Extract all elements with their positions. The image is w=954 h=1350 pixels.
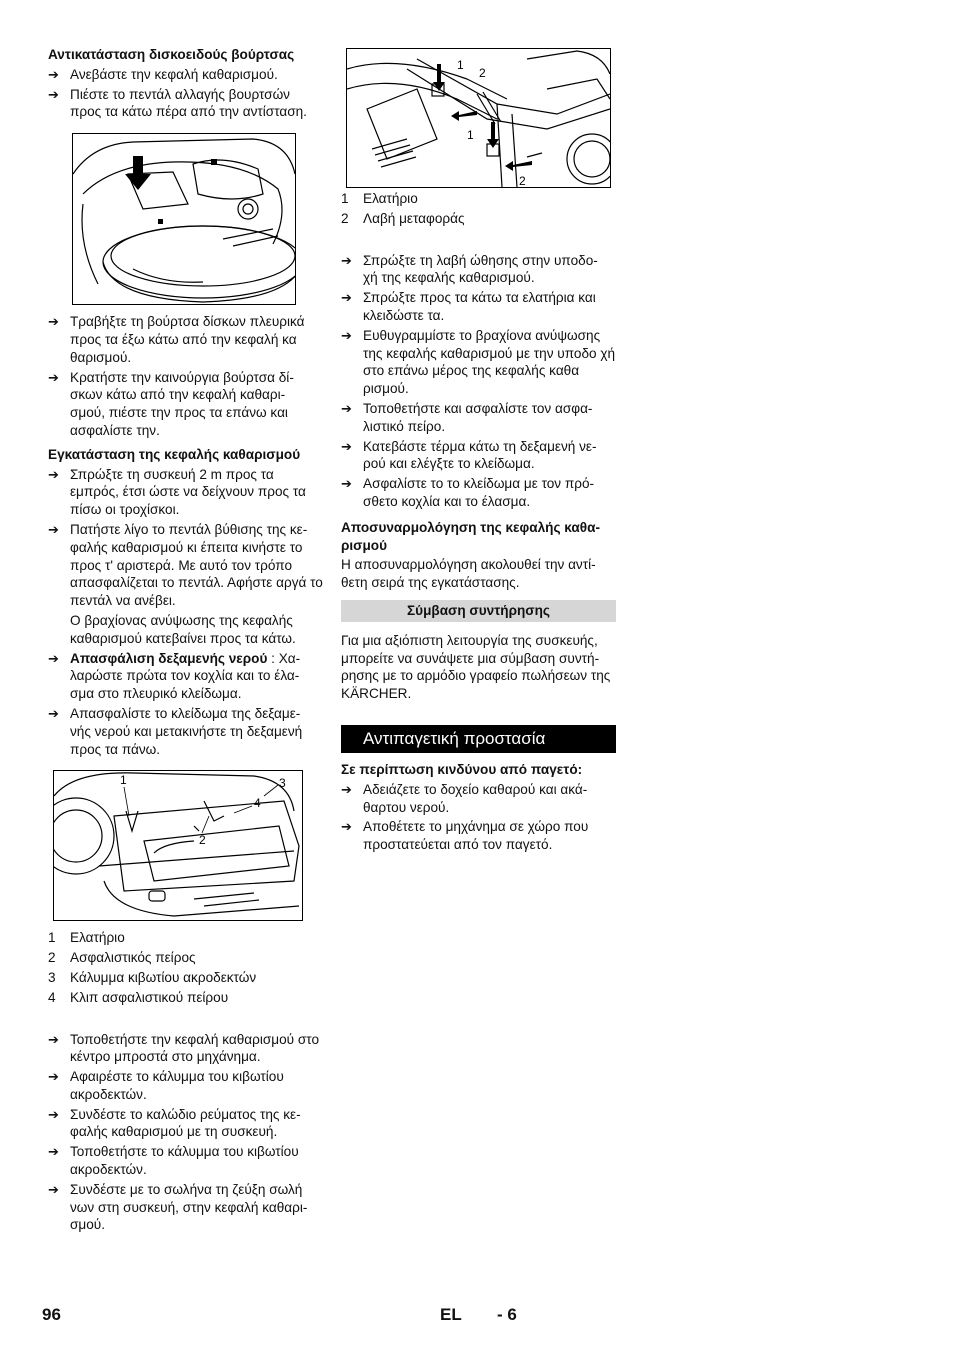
legend-springs-handle — [341, 190, 616, 228]
arrow-icon: ➔ — [48, 1069, 59, 1085]
step-push-device: ➔ Σπρώξτε τη συσκευή 2 m προς τα εμπρός, έτσι ώστε να δείχνουν προς τα πίσω οι τροχίσκοι. — [48, 466, 306, 518]
section-bar-maintenance-contract: Σύμβαση συντήρησης — [341, 600, 616, 622]
arrow-icon: ➔ — [341, 819, 352, 835]
step-unlock-water-tank: ➔ Απασφάλιση δεξαμενής νερού : Χα- λαρώστε πρώτα τον κοχλία και το έλα- σμα στο πλευρικό κλείδωμα. — [48, 650, 301, 702]
arrow-icon: ➔ — [48, 314, 59, 330]
step-pull-brush: ➔ Τραβήξτε τη βούρτσα δίσκων πλευρικά προς τα έξω κάτω από την κεφαλή κα θαρισμού. — [48, 314, 305, 365]
step-press-pedal: ➔ Πιέστε το πεντάλ αλλαγής βουρτσών προς τα κάτω πέρα από την αντίσταση. — [48, 86, 307, 120]
step-replace-cover: ➔ Τοποθετήστε το κάλυμμα του κιβωτίου ακροδεκτών. — [48, 1144, 299, 1178]
text-maintenance-contract: Για μια αξιόπιστη λειτουργία της συσκευής, μπορείτε να συνάψετε μια σύμβαση συντή- ρησης με το αρμόδιο γραφείο πωλήσεων της KÄRCHER. — [341, 632, 611, 702]
legend-item: 3 Κάλυμμα κιβωτίου ακροδεκτών — [48, 969, 257, 985]
step-lower-tank: ➔ Κατεβάστε τέρμα κάτω τη δεξαμενή νε- ρού και ελέγξτε το κλείδωμα. — [341, 438, 597, 472]
label-3: 3 — [279, 776, 286, 791]
label-1: 1 — [457, 58, 464, 72]
step-secure-lock: ➔ Ασφαλίστε το το κλείδωμα με τον πρό- σθετο κοχλία και το έλασμα. — [341, 476, 595, 509]
figure-brush-pedal — [72, 133, 296, 305]
arrow-icon: ➔ — [341, 252, 352, 268]
step-press-lowering-pedal: ➔ Πατήστε λίγο το πεντάλ βύθισης της κε- φαλής καθαρισμού κι έπειτα κινήστε το προς τ' αριστερά. Με αυτό τον τρόπο απασφαλίζεται το πεντάλ. Αφήστε αργά το πεντάλ να ανέβει. — [48, 521, 323, 609]
legend-water-tank — [48, 929, 323, 1006]
section-page: - 6 — [497, 1305, 517, 1324]
brush-pedal-illustration — [73, 134, 295, 304]
step-release-tank-lock: ➔ Απασφαλίστε το κλείδωμα της δεξαμε- νής νερού και μετακινήστε τη δεξαμενή προς τα πάνω. — [48, 705, 303, 757]
arrow-icon: ➔ — [48, 1144, 59, 1160]
right-column — [341, 46, 616, 856]
water-tank-illustration — [54, 771, 302, 920]
step-raise-head: ➔ Ανεβάστε την κεφαλή καθαρισμού. — [48, 66, 278, 82]
arrow-icon: ➔ — [48, 66, 59, 82]
arrow-icon: ➔ — [341, 781, 352, 797]
heading-frost-danger: Σε περίπτωση κινδύνου από παγετό: — [341, 761, 583, 777]
step-new-brush: ➔ Κρατήστε την καινούργια βούρτσα δί- σκων κάτω από την κεφαλή καθαρι- σμού, πιέστε την προς τα επάνω και ασφαλίστε την. — [48, 369, 294, 438]
arrow-icon: ➔ — [341, 438, 352, 454]
note-arm-lowers: Ο βραχίονας ανύψωσης της κεφαλής καθαρισμού κατεβαίνει προς τα κάτω. — [70, 612, 296, 646]
legend-item: 2 Ασφαλιστικός πείρος — [48, 950, 196, 966]
arrow-icon: ➔ — [341, 290, 352, 306]
arrow-icon: ➔ — [341, 327, 352, 343]
text-remove-head: Η αποσυναρμολόγηση ακολουθεί την αντί- θετη σειρά της εγκατάστασης. — [341, 557, 596, 591]
step-connect-cable: ➔ Συνδέστε το καλώδιο ρεύματος της κε- φαλής καθαρισμού με τη συσκευή. — [48, 1106, 301, 1140]
heading-brush-replacement: Αντικατάσταση δισκοειδούς βούρτσας — [48, 47, 295, 62]
label-2: 2 — [519, 174, 526, 187]
label-2: 2 — [479, 66, 486, 80]
arrow-icon: ➔ — [48, 466, 59, 482]
arrow-icon: ➔ — [48, 650, 59, 666]
label-2: 2 — [199, 833, 206, 848]
legend-item: 1 Ελατήριο — [341, 191, 418, 206]
arrow-icon: ➔ — [48, 1031, 59, 1047]
arrow-icon: ➔ — [341, 400, 352, 416]
step-position-head: ➔ Τοποθετήστε την κεφαλή καθαρισμού στο κέντρο μπροστά στο μηχάνημα. — [48, 1031, 320, 1065]
figure-springs-handle — [346, 48, 611, 188]
heading-remove-head: Αποσυναρμολόγηση της κεφαλής καθα- ρισμού — [341, 519, 601, 553]
step-insert-pin: ➔ Τοποθετήστε και ασφαλίστε τον ασφα- λιστικό πείρο. — [341, 400, 593, 434]
step-store-machine: ➔ Αποθέτετε το μηχάνημα σε χώρο που προστατεύεται από τον παγετό. — [341, 819, 589, 853]
step-lock-springs: ➔ Σπρώξτε προς τα κάτω τα ελατήρια και κλειδώστε τα. — [341, 290, 596, 323]
arrow-icon: ➔ — [48, 705, 59, 721]
legend-item: 1 Ελατήριο — [48, 930, 125, 946]
step-align-arm: ➔ Ευθυγραμμίστε το βραχίονα ανύψωσης της κεφαλής καθαρισμού με την υποδο χή στο επάνω μέρος της κεφαλής καθα ρισμού. — [341, 327, 616, 397]
section-bar-frost-protection: Αντιπαγετική προστασία — [341, 725, 616, 753]
page-number: 96 — [42, 1305, 61, 1324]
legend-item: 4 Κλιπ ασφαλιστικού πείρου — [48, 989, 229, 1005]
language-code: EL — [440, 1305, 462, 1324]
heading-install-head: Εγκατάσταση της κεφαλής καθαρισμού — [48, 446, 301, 462]
legend-item: 2 Λαβή μεταφοράς — [341, 210, 465, 226]
figure-water-tank — [53, 770, 303, 921]
left-column — [48, 46, 323, 1236]
label-1: 1 — [120, 773, 127, 788]
arrow-icon: ➔ — [48, 1106, 59, 1122]
arrow-icon: ➔ — [48, 1181, 59, 1197]
arrow-icon: ➔ — [48, 86, 59, 102]
arrow-icon: ➔ — [48, 521, 59, 537]
step-remove-cover: ➔ Αφαιρέστε το κάλυμμα του κιβωτίου ακροδεκτών. — [48, 1069, 284, 1102]
step-push-handle: ➔ Σπρώξτε τη λαβή ώθησης στην υποδο- χή της κεφαλής καθαρισμού. — [341, 252, 598, 286]
arrow-icon: ➔ — [341, 476, 352, 492]
springs-handle-illustration — [347, 49, 610, 187]
label-1: 1 — [467, 128, 474, 142]
step-connect-hose: ➔ Συνδέστε με το σωλήνα τη ζεύξη σωλή νων στη συσκευή, στην κεφαλή καθαρι- σμού. — [48, 1181, 308, 1233]
step-empty-tanks: ➔ Αδειάζετε το δοχείο καθαρού και ακά- θαρτου νερού. — [341, 781, 588, 815]
label-4: 4 — [254, 796, 261, 811]
arrow-icon: ➔ — [48, 369, 59, 385]
